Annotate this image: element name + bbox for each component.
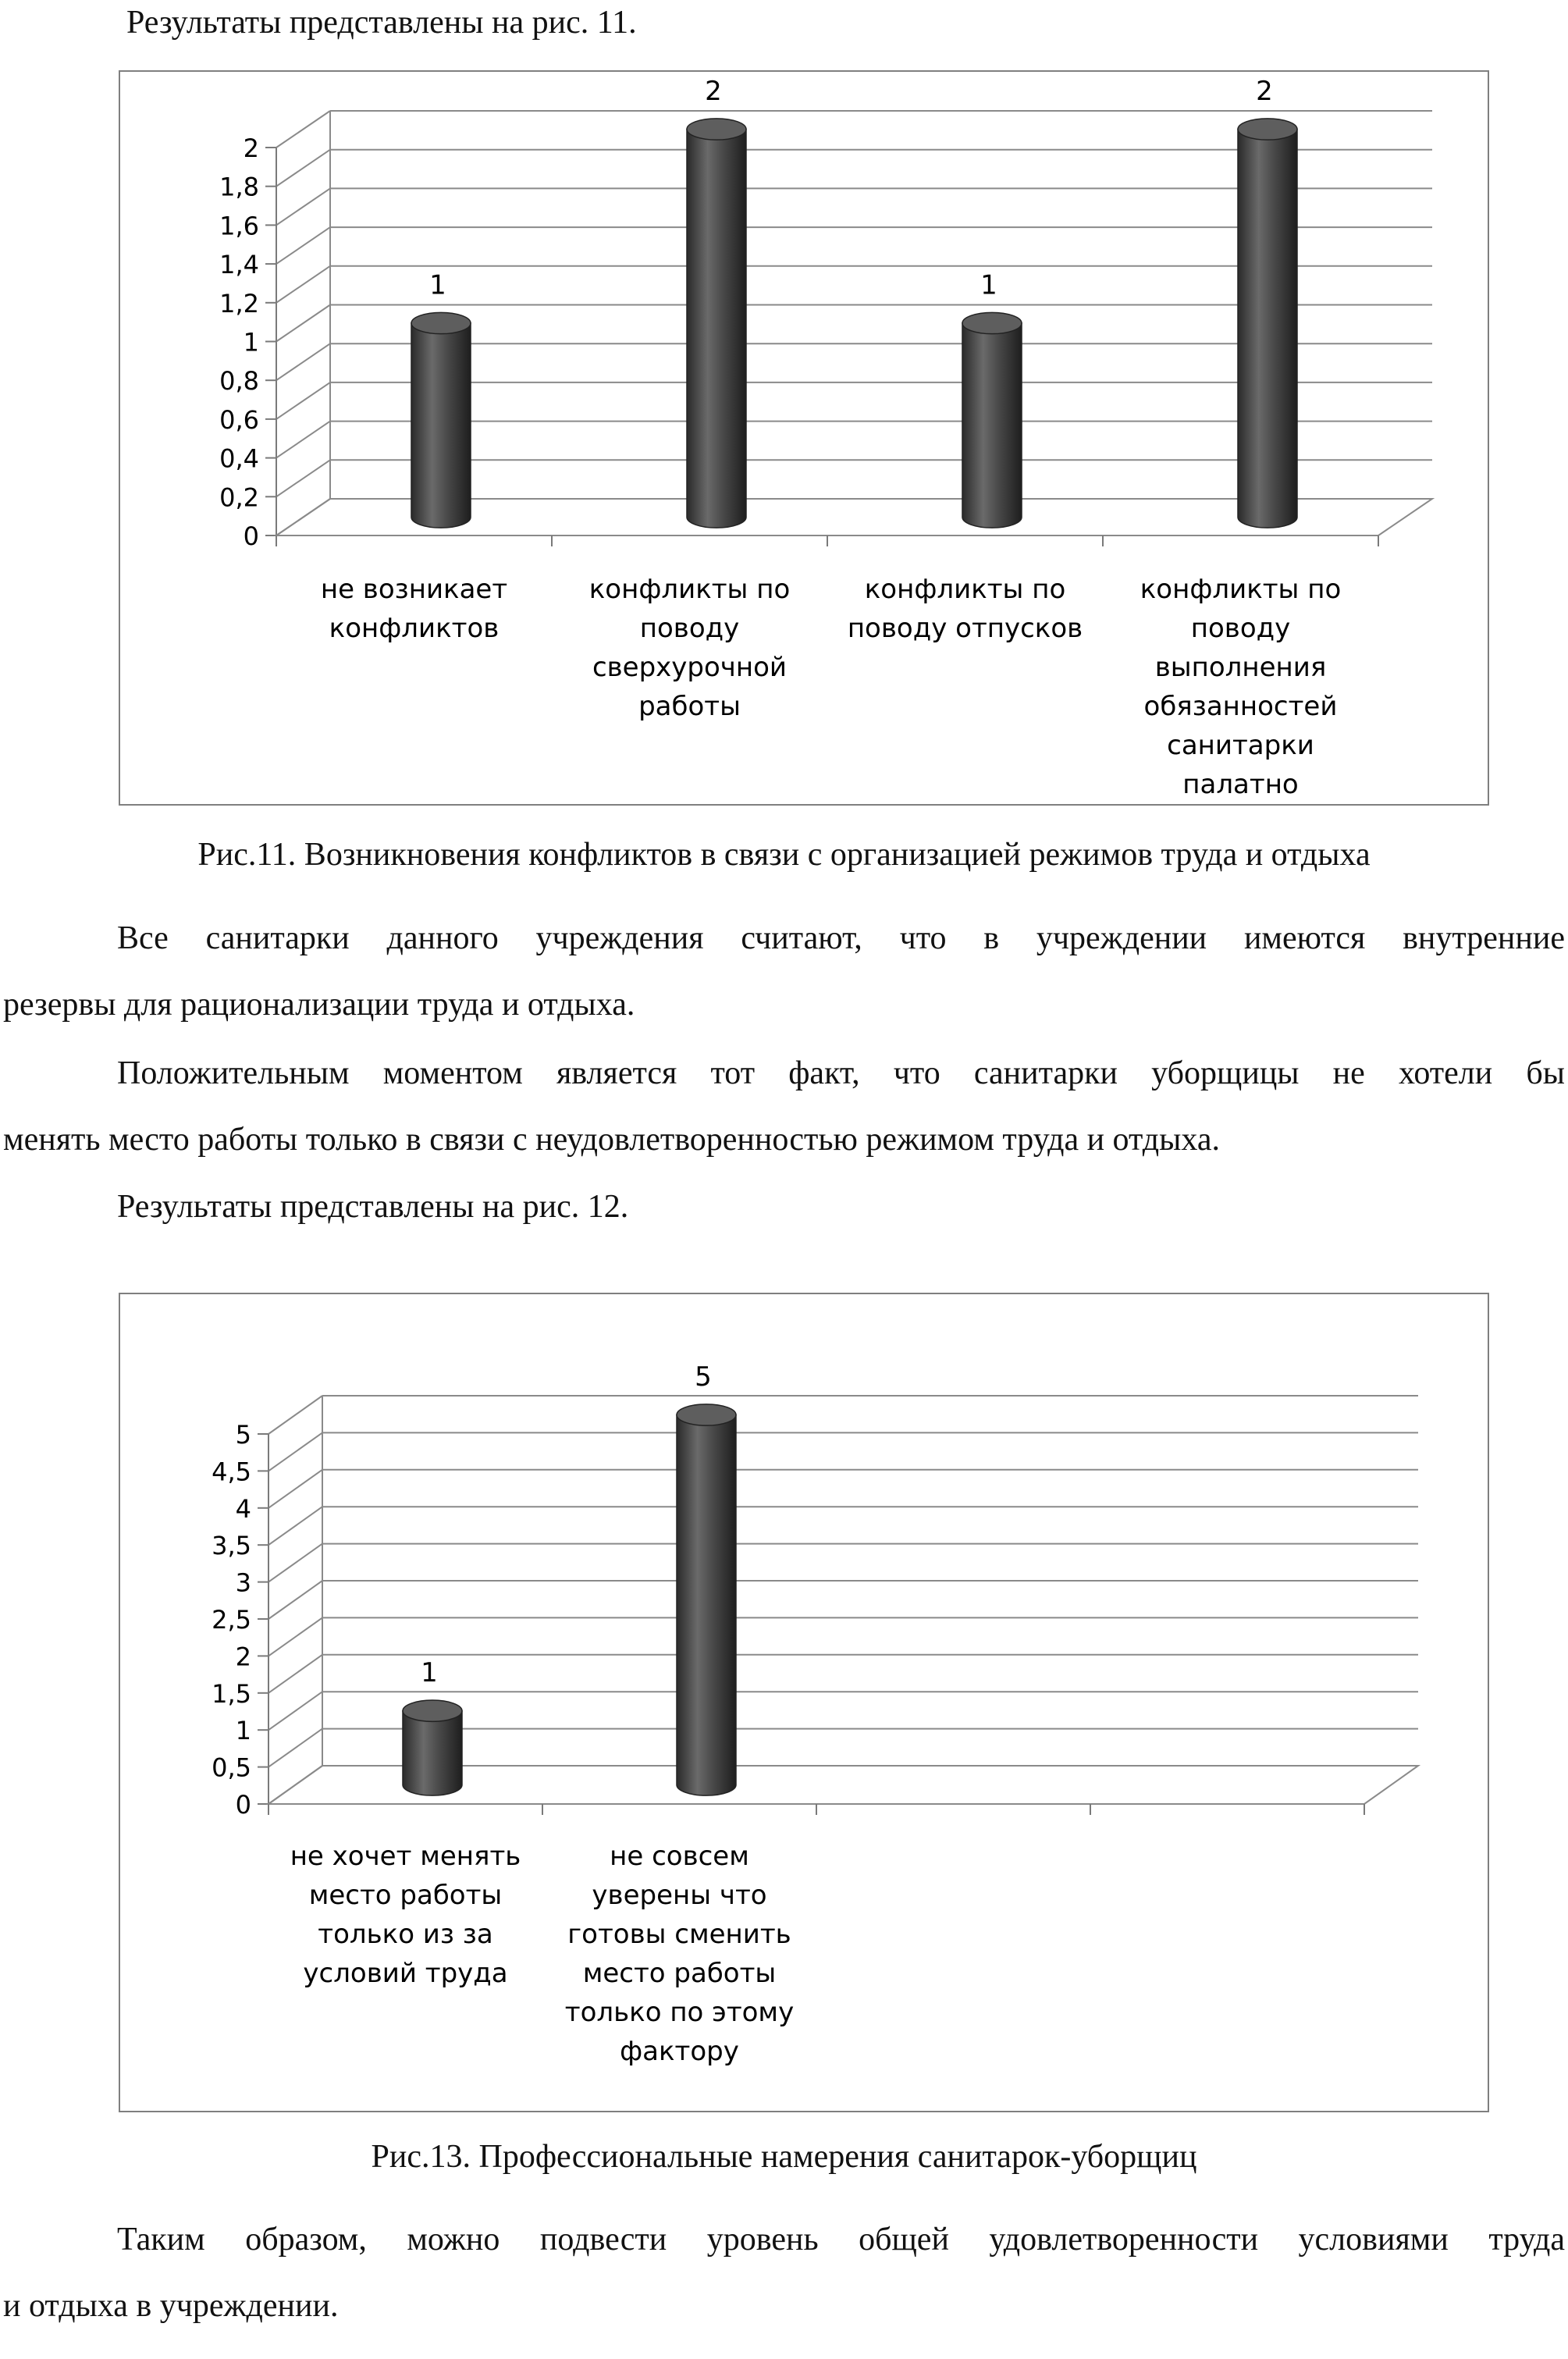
y-tick-label: 1,8 (219, 172, 259, 202)
chart-figure-11 (119, 70, 1489, 806)
bar (403, 1700, 462, 1795)
y-tick-label: 4,5 (212, 1457, 251, 1487)
y-tick-label: 1,5 (212, 1678, 251, 1709)
category-label: не возникает конфликтов (320, 574, 508, 644)
y-tick-label: 0,5 (212, 1752, 251, 1783)
y-tick-label: 0 (243, 521, 259, 551)
intro-text-2: Результаты представлены на рис. 12. (117, 1189, 629, 1225)
y-tick-label: 0,6 (219, 404, 259, 435)
gridline (258, 1470, 1418, 1508)
paragraph-3-line-1: Таким образом, можно подвести уровень общей удовлетворенности условиями труда (117, 2222, 1565, 2258)
y-tick-label: 1,2 (219, 288, 259, 318)
gridline (258, 1581, 1418, 1619)
gridline (258, 1432, 1418, 1471)
data-label: 5 (695, 1361, 712, 1393)
chart-figure-13 (119, 1293, 1489, 2112)
y-tick-label: 2 (235, 1642, 251, 1672)
category-label: конфликты по поводу выполнения обязанностей санитарки палатно (1140, 574, 1342, 800)
intro-text-1: Результаты представлены на рис. 11. (126, 5, 637, 41)
y-tick-label: 0 (235, 1790, 251, 1820)
gridline (258, 1396, 1418, 1434)
y-tick-label: 1,6 (219, 211, 259, 241)
y-tick-label: 1 (235, 1716, 251, 1746)
y-tick-label: 4 (235, 1493, 251, 1524)
paragraph-2-line-1: Положительным моментом является тот факт, что санитарки уборщицы не хотели бы (117, 1055, 1565, 1091)
figure-caption-11: Рис.11. Возникновения конфликтов в связи с организацией режимов труда и отдыха (197, 837, 1371, 873)
bar (677, 1404, 736, 1795)
paragraph-3-line-2: и отдыха в учреждении. (3, 2288, 339, 2324)
figure-caption-13: Рис.13. Профессиональные намерения санитарок-уборщиц (371, 2139, 1197, 2175)
y-tick-label: 0,2 (219, 482, 259, 513)
paragraph-1-line-2: резервы для рационализации труда и отдыха. (3, 987, 635, 1023)
gridline (258, 1544, 1418, 1582)
y-tick-label: 5 (235, 1420, 251, 1450)
data-label: 2 (705, 75, 722, 107)
bar (962, 312, 1022, 528)
y-tick-label: 0,8 (219, 366, 259, 397)
data-label: 1 (980, 269, 997, 301)
data-label: 2 (1256, 75, 1273, 107)
category-label: конфликты по поводу отпусков (847, 574, 1083, 644)
paragraph-2-line-2: менять место работы только в связи с неудовлетворенностью режимом труда и отдыха. (3, 1122, 1220, 1158)
y-tick-label: 2,5 (212, 1605, 251, 1635)
y-tick-label: 0,4 (219, 443, 259, 474)
data-label: 1 (421, 1657, 438, 1689)
category-label: конфликты по поводу сверхурочной работы (588, 574, 791, 722)
category-label: не совсем уверены что готовы сменить место работы только по этому фактору (564, 1841, 795, 2067)
gridline (258, 1507, 1418, 1545)
bar (1238, 119, 1297, 528)
category-label: не хочет менять место работы только из за условий труда (290, 1841, 521, 1989)
y-tick-label: 1 (243, 327, 259, 358)
bar (411, 312, 471, 528)
data-label: 1 (429, 269, 446, 301)
y-tick-label: 2 (243, 133, 259, 163)
y-tick-label: 3 (235, 1567, 251, 1598)
y-tick-label: 1,4 (219, 250, 259, 280)
paragraph-1-line-1: Все санитарки данного учреждения считают, что в учреждении имеются внутренние (117, 920, 1565, 956)
bar (687, 119, 746, 528)
gridline (258, 1617, 1418, 1656)
y-tick-label: 3,5 (212, 1531, 251, 1561)
